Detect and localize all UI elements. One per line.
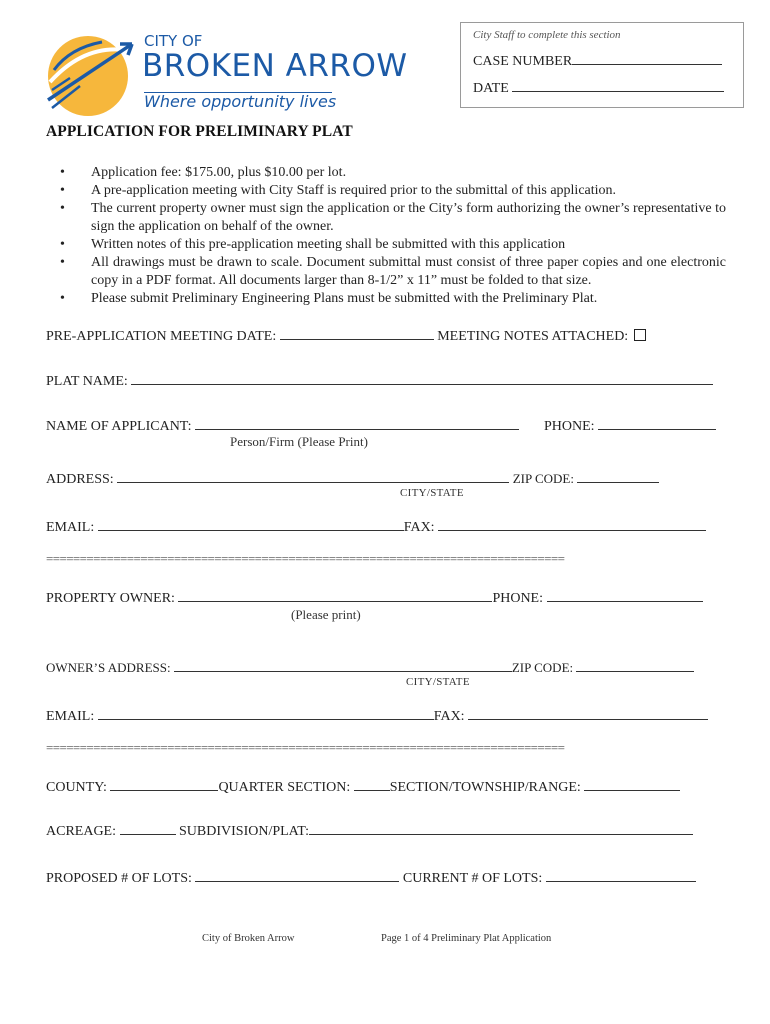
list-item: • Please submit Preliminary Engineering Plans must be submitted with the Preliminary Plat. [60,291,598,306]
county-label: COUNTY: [46,780,107,795]
email-label: EMAIL: [46,520,95,535]
list-item: • Written notes of this pre-application meeting shall be submitted with this application [60,237,566,252]
applicant-phone-row [544,416,716,435]
case-number-field[interactable] [473,51,722,70]
address-label: ADDRESS: [46,472,114,487]
address-input[interactable] [117,469,509,483]
staff-section-box [460,22,744,108]
checkbox-icon[interactable] [634,329,646,341]
broken-arrow-logo [40,30,450,122]
applicant-phone-label: PHONE: [544,419,595,434]
email-fax-row [46,517,706,536]
please-print-hint: (Please print) [291,607,361,622]
acreage-row [46,821,693,840]
date-line[interactable] [512,78,724,92]
owner-zip-code-label: ZIP CODE: [511,660,574,675]
owners-address-row [46,658,694,676]
case-number-label: CASE NUMBER [473,54,573,69]
logo-tagline: Where opportunity lives [144,92,337,111]
separator: ============================================================================= [46,740,565,755]
list-item: • Application fee: $175.00, plus $10.00 per lot. [60,165,347,180]
owner-fax-label: FAX: [433,709,465,724]
meeting-notes-label: MEETING NOTES ATTACHED: [437,329,629,344]
email-input[interactable] [98,517,404,531]
logo-name: BROKEN ARROW [142,48,408,84]
acreage-label: ACREAGE: [46,824,116,839]
footer-right: Page 1 of 4 Preliminary Plat Application [381,933,552,944]
address-row [46,469,659,488]
pre-app-meeting-date-input[interactable] [280,326,434,340]
list-item: • All drawings must be drawn to scale. Document submittal must consist of three paper copies and one electronic copy in a PDF format. All documents larger than 8-1/2” x 11” must be folded to that size. [60,255,726,288]
instructions-list [46,164,726,308]
subdivision-plat-input[interactable] [309,821,693,835]
owners-address-label: OWNER’S ADDRESS: [46,660,171,675]
county-input[interactable] [110,777,218,791]
list-item: • The current property owner must sign the application or the City’s form authorizing the owner’s representative to sign the application on behalf of the owner. [60,201,726,234]
property-owner-input[interactable] [178,588,492,602]
date-field[interactable] [473,78,724,97]
city-state-hint: CITY/STATE [400,487,464,499]
proposed-lots-label: PROPOSED # OF LOTS: [46,871,192,886]
fax-input[interactable] [438,517,706,531]
pre-app-meeting-row [46,326,646,345]
owner-city-state-hint: CITY/STATE [406,676,470,688]
section-township-range-input[interactable] [584,777,680,791]
applicant-row [46,416,519,435]
staff-note: City Staff to complete this section [473,29,621,41]
owner-phone-label: PHONE: [492,591,543,606]
section-township-range-label: SECTION/TOWNSHIP/RANGE: [389,780,581,795]
page-title: APPLICATION FOR PRELIMINARY PLAT [46,123,353,140]
proposed-lots-input[interactable] [195,868,399,882]
zip-code-label: ZIP CODE: [512,471,574,486]
logo-city-of: CITY OF [144,32,203,50]
owner-zip-code-input[interactable] [576,658,694,672]
property-owner-row [46,588,703,607]
zip-code-input[interactable] [577,469,659,483]
applicant-name-input[interactable] [195,416,519,430]
quarter-section-label: QUARTER SECTION: [218,780,351,795]
person-firm-hint: Person/Firm (Please Print) [230,434,368,449]
date-label: DATE [473,81,509,96]
lots-row [46,868,696,887]
quarter-section-input[interactable] [354,777,390,791]
plat-name-input[interactable] [131,371,713,385]
case-number-line[interactable] [572,51,722,65]
plat-name-row [46,371,713,390]
owners-address-input[interactable] [174,658,512,672]
county-row [46,777,680,796]
owner-email-label: EMAIL: [46,709,95,724]
separator: ============================================================================= [46,551,565,566]
fax-label: FAX: [403,520,435,535]
owner-phone-input[interactable] [547,588,703,602]
property-owner-label: PROPERTY OWNER: [46,591,175,606]
applicant-phone-input[interactable] [598,416,716,430]
current-lots-label: CURRENT # OF LOTS: [402,871,543,886]
owner-fax-input[interactable] [468,706,708,720]
current-lots-input[interactable] [546,868,696,882]
applicant-name-label: NAME OF APPLICANT: [46,419,192,434]
pre-app-meeting-date-label: PRE-APPLICATION MEETING DATE: [46,329,277,344]
plat-name-label: PLAT NAME: [46,374,128,389]
subdivision-plat-label: SUBDIVISION/PLAT: [179,824,309,839]
owner-email-fax-row [46,706,708,725]
owner-email-input[interactable] [98,706,434,720]
footer-left: City of Broken Arrow [202,933,295,944]
list-item: • A pre-application meeting with City Staff is required prior to the submittal of this application. [60,183,617,198]
acreage-input[interactable] [120,821,176,835]
